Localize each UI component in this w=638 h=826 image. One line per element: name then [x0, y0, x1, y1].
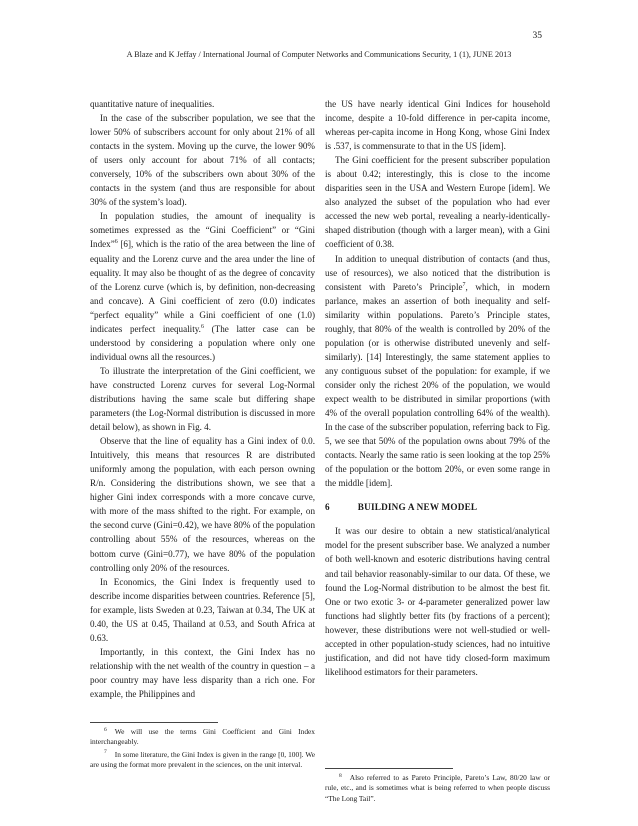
section-heading [325, 500, 550, 514]
footnote-mark: 7 [104, 749, 107, 756]
paragraph: In Economics, the Gini Index is frequently used to describe income disparities between countries. Reference [5], for example, lists Sweden at 0.23, Taiwan at 0.34, The UK at 0.40, the US at 0.45, Thailand at 0.53, and South Africa at 0.63. [90, 576, 315, 643]
page-number: 35 [532, 31, 542, 41]
text: , which, in modern parlance, makes an assertion of both inequality and self-similarity within populations. Pareto’s Principle states, roughly, that 80% of the wealth is controlled by 20% of the population (or is otherwise distributed unevenly and self-similarly). [14] Interestingly, the same statement applies to any contiguous subset of the population: for example, if we consider only the richest 20% of the population, we would expect wealth to be distributed in similar proportions (with 4% of the overall population controlling 64% of the wealth). In the case of the subscriber population, referring back to Fig. 5, we see that 50% of the population owns about 79% of the contacts. Nearly the same ratio is seen looking at the top 25% of the population or the bottom 20%, or even some range in the middle [idem]. [325, 281, 550, 489]
paragraph: Observe that the line of equality has a Gini index of 0.0. Intuitively, this means that resources R are distributed uniformly among the population, with each person owning R/n. Considering the distributions shown, we see that a higher Gini index corresponds with a more concave curve, with more of the mass shifted to the right. For example, on the second curve (Gini=0.42), we have 80% of the population controlling about 55% of the resources, whereas on the bottom curve (Gini=0.77), we have 80% of the population controlling only 20% of the resources. [90, 436, 315, 573]
paragraph: It was our desire to obtain a new statistical/analytical model for the present subscriber base. We analyzed a number of both well-known and esoteric distributions having central and tail behavior reasonably-similar to our data. Of these, we found the Log-Normal distribution to be almost the best fit. One or two exotic 3- or 4-parameter generalized power law functions had slightly better fits (by fractions of a percent); however, these distributions were not well-studied or well-accepted in other population-study sciences, had no intuitive justification, and did not have tidy closed-form maximum likelihood estimators for their parameters. [325, 526, 550, 677]
paragraph [325, 252, 550, 491]
footnote-ref: 7 [462, 281, 466, 288]
section-number: 6 [325, 502, 330, 513]
left-column [90, 97, 315, 701]
footnotes-left [90, 727, 315, 773]
paragraph [90, 209, 315, 364]
running-header: A Blaze and K Jeffay / International Journal of Computer Networks and Communications Security, 1 (1), JUNE 2013 [126, 50, 512, 59]
footnote-text: Also referred to as Pareto Principle, Pareto’s Law, 80/20 law or rule, etc., and is sometimes what is being referred to when people discuss “The Long Tail”. [325, 773, 550, 803]
text: (The latter case can be understood by considering a population where only one individual owns all the resources.) [90, 323, 315, 362]
text: In addition to unequal distribution of contacts (and thus, use of resources), we also noticed that the distribution is consistent with Pareto’s Principle [325, 253, 550, 292]
right-column [325, 97, 550, 679]
footnote-mark: 8 [339, 772, 342, 779]
paragraph: The Gini coefficient for the present subscriber population is about 0.42; interestingly, this is close to the income disparities seen in the USA and Western Europe [idem]. We also analyzed the subset of the population who had ever accessed the new web portal, revealing a nearly-identically-shaped distribution (though with a larger mean), with a Gini coefficient of 0.38. [325, 155, 550, 250]
paragraph: To illustrate the interpretation of the Gini coefficient, we have constructed Lorenz curves for several Log-Normal distributions having the same scale but differing shape parameters (the Log-Normal distribution is discussed in more detail below), as shown in Fig. 4. [90, 365, 315, 433]
footnote-mark: 6 [104, 726, 107, 733]
paragraph: the US have nearly identical Gini Indices for household income, despite a 10-fold difference in per-capita income, whereas per-capita income in Hong Kong, whose Gini Index is .537, is commensurate to that in the US [idem]. [325, 99, 550, 152]
footnote [90, 727, 315, 748]
paragraph: In the case of the subscriber population, we see that the lower 50% of subscribers account for only about 21% of all contacts in the system. Moving up the curve, the lower 90% of users only account for about 71% of all contacts; conversely, 10% of the subscribers own about 30% of the contacts in the system (and thus are responsible for about 30% of the system’s load). [90, 113, 315, 208]
footnote [325, 773, 550, 804]
footnotes-right [325, 773, 550, 806]
footnote-ref: 6 [200, 323, 204, 330]
paragraph: Importantly, in this context, the Gini Index has no relationship with the net wealth of the country in question – a poor country may have less disparity than a rich one. For example, the Philippines and [90, 646, 315, 699]
paragraph: quantitative nature of inequalities. [90, 99, 215, 109]
text: [6], which is the ratio of the area between the line of equality and the Lorenz curve and the area under the line of equality. It may also be thought of as the degree of concavity of the Lorenz curve (which is, by definition, non-decreasing and concave). A Gini coefficient of zero (0.0) indicates “perfect equality” while a Gini coefficient of one (1.0) indicates perfect inequality. [90, 239, 315, 334]
footnote-rule [90, 722, 218, 723]
footnote-text: We will use the terms Gini Coefficient and Gini Index interchangeably. [90, 727, 315, 747]
footnote-rule [325, 768, 453, 769]
footnote-ref: 6 [114, 239, 118, 246]
footnote [90, 750, 315, 771]
footnote-text: In some literature, the Gini Index is given in the range [0, 100]. We are using the format more prevalent in the sciences, on the unit interval. [90, 749, 315, 770]
text: In population studies, the amount of inequality is sometimes expressed as the “Gini Coefficient” or “Gini Index” [90, 211, 315, 250]
section-title: BUILDING A NEW MODEL [357, 502, 478, 513]
